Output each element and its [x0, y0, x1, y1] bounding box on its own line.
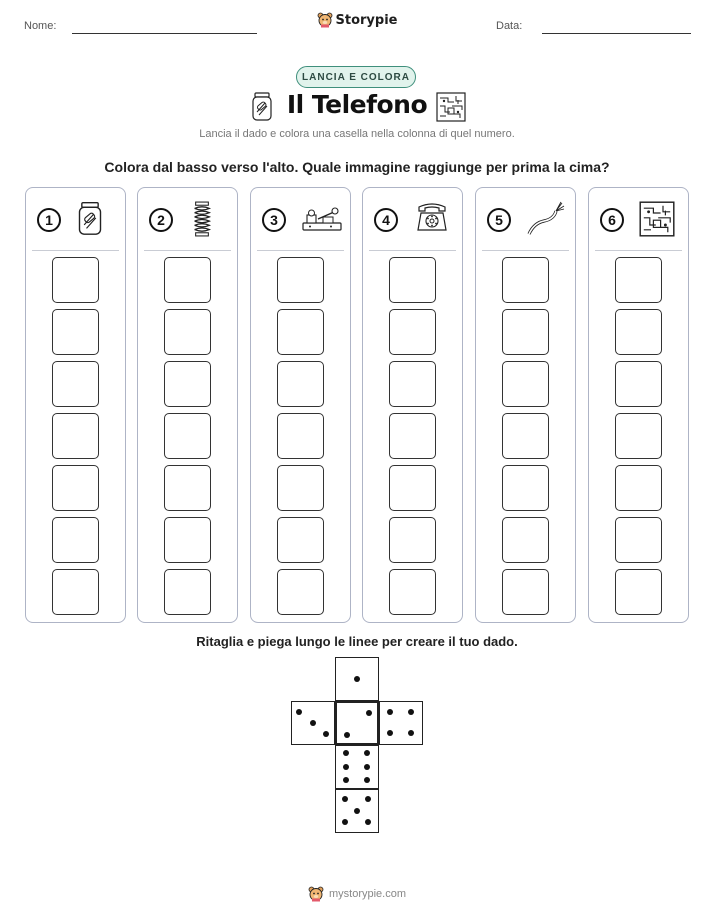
- die-pip: [342, 796, 348, 802]
- die-pip: [387, 730, 393, 736]
- column-4: [362, 187, 463, 623]
- die-pip: [310, 720, 316, 726]
- die-pip: [387, 709, 393, 715]
- bear-mascot-icon: [317, 12, 333, 28]
- die-face-1: [335, 657, 379, 701]
- column-number: 2: [149, 208, 173, 232]
- telegraph-machine-icon: [301, 201, 343, 238]
- die-pip: [296, 709, 302, 715]
- color-box[interactable]: [615, 569, 662, 615]
- die-pip: [323, 731, 329, 737]
- column-5: [475, 187, 576, 623]
- date-line[interactable]: [542, 33, 691, 34]
- name-label: Nome:: [24, 20, 57, 32]
- column-divider: [595, 250, 682, 251]
- color-box[interactable]: [502, 413, 549, 459]
- color-box[interactable]: [389, 517, 436, 563]
- page-subtitle: Lancia il dado e colora una casella nella colonna di quel numero.: [199, 128, 515, 140]
- die-pip: [344, 732, 350, 738]
- color-box[interactable]: [615, 309, 662, 355]
- bear-mascot-icon: [308, 886, 324, 902]
- column-6: [588, 187, 689, 623]
- brand-name: Storypie: [335, 12, 398, 28]
- color-box[interactable]: [389, 569, 436, 615]
- column-number: 5: [487, 208, 511, 232]
- color-box[interactable]: [502, 309, 549, 355]
- column-number: 6: [600, 208, 624, 232]
- rotary-telephone-icon: [413, 201, 451, 238]
- activity-badge: LANCIA E COLORA: [296, 66, 416, 88]
- column-divider: [482, 250, 569, 251]
- color-box[interactable]: [615, 465, 662, 511]
- color-box[interactable]: [389, 257, 436, 303]
- color-box[interactable]: [615, 361, 662, 407]
- color-box[interactable]: [389, 465, 436, 511]
- color-box[interactable]: [277, 361, 324, 407]
- color-box[interactable]: [502, 257, 549, 303]
- die-face-3: [291, 701, 335, 745]
- color-box[interactable]: [502, 361, 549, 407]
- date-label: Data:: [496, 20, 523, 32]
- color-box[interactable]: [52, 517, 99, 563]
- die-pip: [408, 730, 414, 736]
- wire-cable-icon: [526, 201, 566, 242]
- color-box[interactable]: [502, 465, 549, 511]
- column-number: 4: [374, 208, 398, 232]
- color-box[interactable]: [615, 413, 662, 459]
- color-box[interactable]: [277, 569, 324, 615]
- die-pip: [364, 750, 370, 756]
- die-pip: [342, 819, 348, 825]
- die-pip: [354, 676, 360, 682]
- coil-spring-icon: [188, 201, 216, 242]
- color-box[interactable]: [52, 413, 99, 459]
- circuit-board-icon: [436, 92, 466, 122]
- color-box[interactable]: [164, 465, 211, 511]
- color-box[interactable]: [164, 257, 211, 303]
- color-box[interactable]: [277, 257, 324, 303]
- page-title: Il Telefono: [286, 90, 428, 119]
- column-3: [250, 187, 351, 623]
- color-box[interactable]: [277, 465, 324, 511]
- color-box[interactable]: [164, 309, 211, 355]
- circuit-board-icon: [639, 201, 675, 242]
- color-box[interactable]: [52, 569, 99, 615]
- color-box[interactable]: [502, 569, 549, 615]
- die-face-6: [335, 745, 379, 789]
- name-line[interactable]: [72, 33, 257, 34]
- color-box[interactable]: [52, 465, 99, 511]
- color-box[interactable]: [52, 361, 99, 407]
- die-pip: [366, 710, 372, 716]
- die-face-4: [379, 701, 423, 745]
- color-box[interactable]: [615, 257, 662, 303]
- column-1: [25, 187, 126, 623]
- instruction-text: Colora dal basso verso l'alto. Quale immagine raggiunge per prima la cima?: [104, 159, 610, 175]
- color-box[interactable]: [52, 309, 99, 355]
- color-box[interactable]: [164, 361, 211, 407]
- die-instruction: Ritaglia e piega lungo le linee per creare il tuo dado.: [196, 634, 518, 649]
- column-number: 1: [37, 208, 61, 232]
- footer-url[interactable]: mystorypie.com: [328, 888, 407, 900]
- column-divider: [144, 250, 231, 251]
- die-face-5: [335, 789, 379, 833]
- color-box[interactable]: [277, 309, 324, 355]
- column-number: 3: [262, 208, 286, 232]
- column-2: [137, 187, 238, 623]
- die-pip: [408, 709, 414, 715]
- die-pip: [343, 777, 349, 783]
- footer: [0, 886, 714, 902]
- color-box[interactable]: [389, 361, 436, 407]
- die-pip: [365, 819, 371, 825]
- color-box[interactable]: [502, 517, 549, 563]
- color-box[interactable]: [389, 413, 436, 459]
- color-box[interactable]: [389, 309, 436, 355]
- die-pip: [365, 796, 371, 802]
- column-divider: [32, 250, 119, 251]
- column-divider: [369, 250, 456, 251]
- column-divider: [257, 250, 344, 251]
- color-box[interactable]: [615, 517, 662, 563]
- die-face-2: [335, 701, 379, 745]
- die-pip: [364, 777, 370, 783]
- die-pip: [364, 764, 370, 770]
- die-pip: [354, 808, 360, 814]
- die-pip: [343, 764, 349, 770]
- brand-logo: [0, 12, 714, 28]
- jar-icon: [76, 201, 104, 242]
- color-box[interactable]: [164, 517, 211, 563]
- die-pip: [343, 750, 349, 756]
- color-box[interactable]: [164, 569, 211, 615]
- color-box[interactable]: [164, 413, 211, 459]
- color-box[interactable]: [277, 517, 324, 563]
- color-box[interactable]: [277, 413, 324, 459]
- color-box[interactable]: [52, 257, 99, 303]
